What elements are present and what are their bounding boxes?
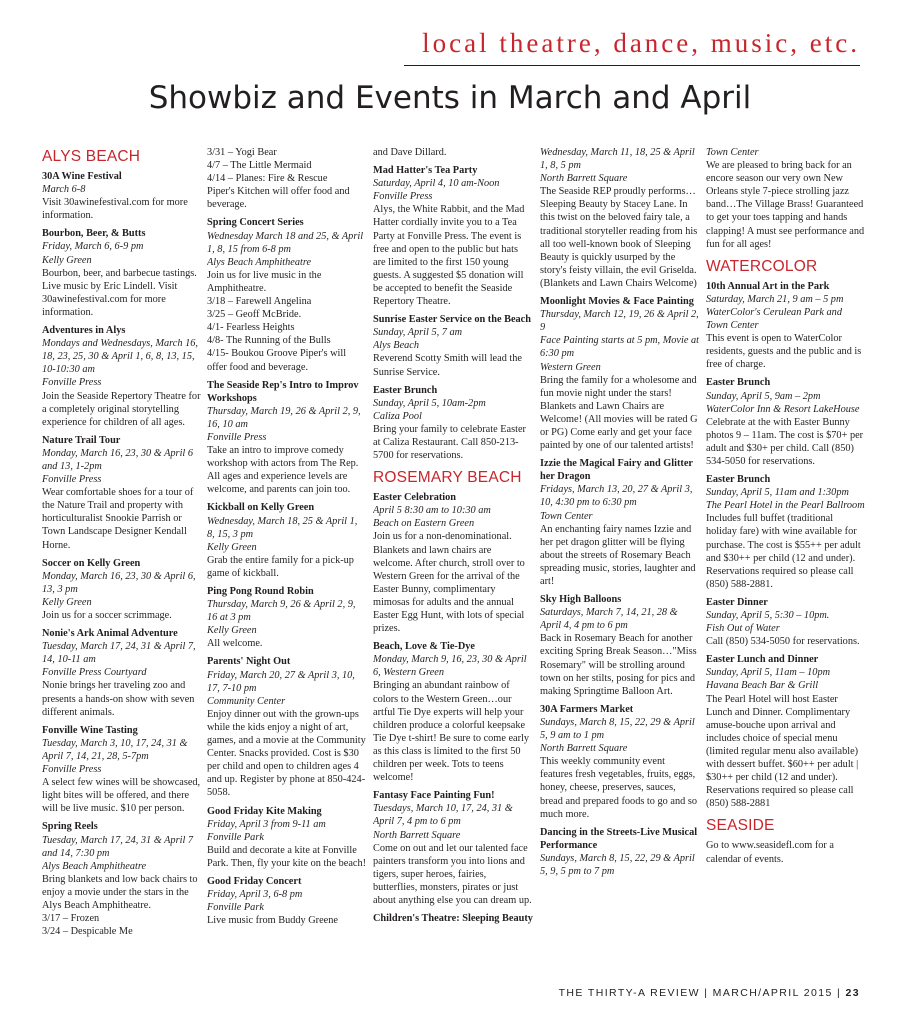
event-listing (207, 655, 367, 799)
event-description: Bringing an abundant rainbow of colors to the Western Green…our artful Tie Dye experts will help your children produce a colorful keepsake Tie Dye t-shirt! Be sure to come early as this class is limited to the first 50 children per week. Tots to teens welcome! (373, 680, 530, 784)
event-listing (373, 912, 533, 925)
page-headline: Showbiz and Events in March and April (148, 80, 752, 116)
event-description: 4/14 – Planes: Fire & Rescue (207, 173, 328, 185)
event-description: 4/15- Boukou Groove Piper's will offer food and beverage. (207, 348, 347, 373)
event-listing (207, 379, 367, 497)
event-date-venue: Sunday, April 5, 11am – 10pm (706, 667, 831, 679)
event-description: An enchanting fairy names Izzie and her pet dragon glitter will be flying about the streets of Rosemary Beach spreading music, stories, laughter and art! (540, 523, 696, 587)
event-title: Fantasy Face Painting Fun! (373, 790, 495, 802)
event-listing (207, 875, 367, 927)
event-title: Easter Celebration (373, 492, 457, 504)
event-title: Dancing in the Streets-Live Musical Performance (540, 826, 698, 851)
event-listing (42, 627, 202, 719)
event-description: 4/1- Fearless Heights (207, 322, 295, 334)
event-date-venue: Wednesday, March 11, 18, 25 & April 1, 8, 5 pm (540, 147, 695, 172)
event-description: Grab the entire family for a pick-up game of kickball. (207, 554, 354, 579)
event-title: Izzie the Magical Fairy and Glitter her Dragon (540, 458, 693, 483)
event-title: Nature Trail Tour (42, 434, 121, 446)
event-date-venue: March 6-8 (42, 184, 86, 196)
event-date-venue: Mondays and Wednesdays, March 16, 18, 23, 25, 30 & April 1, 6, 8, 13, 15, 10-10:30 am (42, 338, 198, 376)
event-date-venue: Monday, March 16, 23, 30 & April 6, 13, 3 pm (42, 570, 196, 595)
event-date-venue: WaterColor Inn & Resort LakeHouse (706, 403, 860, 415)
event-title: Moonlight Movies & Face Painting (540, 296, 694, 308)
event-description: Join the Seaside Repertory Theatre for a completely original storytelling experience for children of all ages. (42, 390, 201, 428)
event-date-venue: Sunday, April 5, 7 am (373, 327, 463, 339)
event-listing (373, 491, 533, 635)
event-date-venue: Kelly Green (42, 254, 92, 266)
event-title: The Seaside Rep's Intro to Improv Workshops (207, 379, 359, 404)
event-description: This event is open to WaterColor residents, guests and the public and is free of charge. (706, 333, 862, 371)
event-date-venue: Wednesday March 18 and 25, & April 1, 8, 15 from 6-8 pm (207, 230, 364, 255)
event-title: Easter Brunch (373, 384, 438, 396)
event-listing (706, 280, 866, 372)
event-title: Easter Lunch and Dinner (706, 654, 819, 666)
column-4 (540, 146, 700, 984)
event-date-venue: Fonville Press (42, 377, 102, 389)
event-date-venue: Fonville Press (42, 474, 102, 486)
event-continued (373, 146, 533, 159)
event-description: Piper's Kitchen will offer food and beverage. (207, 186, 350, 211)
event-description: We are pleased to bring back for an encore season our very own New Orleans style 7-piece strolling jazz band…The Village Brass! Guaranteed to get your toes tapping and hands clapping! A must see performance and fun for all ages! (706, 160, 865, 250)
event-listing (42, 227, 202, 319)
event-date-venue: Fridays, March 13, 20, 27 & April 3, 10, 4:30 pm to 6:30 pm (540, 484, 693, 509)
event-date-venue: Havana Beach Bar & Grill (706, 680, 819, 692)
event-date-venue: North Barrett Square (540, 743, 628, 755)
column-3 (373, 146, 533, 984)
event-listing (373, 384, 533, 463)
event-description: and Dave Dillard. (373, 147, 447, 158)
event-description: The Pearl Hotel will host Easter Lunch and Dinner. Complimentary amuse-bouche upon arrival and includes choice of special menu (limited regular menu also available) with dessert buffet. $60++ per adult | $30++ per child (12 and under). Reservations required so please call (850) 588-2881 (706, 693, 859, 810)
event-date-venue: Kelly Green (42, 596, 92, 608)
event-date-venue: Sundays, March 8, 15, 22, 29 & April 5, 9 am to 1 pm (540, 716, 695, 742)
column-1 (42, 146, 202, 984)
event-description: 3/18 – Farewell Angelina (207, 296, 312, 308)
event-date-venue: Town Center (706, 147, 759, 158)
event-listing (207, 216, 367, 373)
event-listing (706, 839, 866, 865)
column-2 (207, 146, 367, 984)
event-description: Take an intro to improve comedy workshop with actors from The Rep. All ages and experience levels are welcome, and parents can join too. (207, 445, 359, 496)
event-title: Children's Theatre: Sleeping Beauty (373, 913, 533, 925)
event-title: 30A Farmers Market (540, 703, 634, 715)
event-description: Visit 30awinefestival.com for more information. (42, 197, 188, 222)
event-title: Parents' Night Out (207, 656, 291, 668)
event-description: 4/7 – The Little Mermaid (207, 160, 312, 172)
event-date-venue: Fonville Park (207, 902, 264, 914)
event-description: Join us for a soccer scrimmage. (42, 610, 172, 621)
section-heading: ALYS BEACH (42, 148, 141, 165)
event-listing (207, 805, 367, 870)
event-listing (42, 170, 202, 222)
event-description: Come on out and let our talented face painters transform you into lions and tigers, super heroes, fairies, butterflies, monsters, pirates or just about anything else you can dream up. (373, 842, 532, 906)
event-date-venue: Tuesday, March 3, 10, 17, 24, 31 & April 7, 14, 21, 28, 5-7pm (42, 737, 188, 762)
event-listing (540, 593, 700, 698)
event-date-venue: North Barrett Square (540, 173, 628, 185)
event-title: 10th Annual Art in the Park (706, 280, 830, 292)
event-title: Spring Reels (42, 821, 98, 833)
header-rule (404, 65, 860, 66)
event-listing (373, 164, 533, 308)
event-date-venue: Friday, April 3 from 9-11 am (207, 818, 326, 830)
event-date-venue: Thursday, March 12, 19, 26 & April 2, 9 (540, 309, 699, 334)
event-listing (706, 473, 866, 591)
event-description: 4/8- The Running of the Bulls (207, 335, 331, 347)
event-date-venue: Saturday, April 4, 10 am-Noon (373, 178, 500, 190)
event-date-venue: Wednesday, March 18, 25 & April 1, 8, 15, 3 pm (207, 515, 358, 540)
event-date-venue: Fish Out of Water (706, 623, 780, 635)
page-footer (559, 987, 860, 999)
event-description: 3/24 – Despicable Me (42, 926, 133, 938)
event-listing (373, 640, 533, 784)
event-date-venue: Friday, April 3, 6-8 pm (207, 889, 303, 901)
event-title: Easter Dinner (706, 596, 768, 608)
event-date-venue: Thursday, March 19, 26 & April 2, 9, 16, 10 am (207, 405, 361, 430)
event-description: Reverend Scotty Smith will lead the Sunrise Service. (373, 353, 522, 378)
event-date-venue: Fonville Press (373, 191, 433, 203)
event-description: Bring the family for a wholesome and fun movie night under the stars! Blankets and Lawn Chairs are Welcome! (All movies will be rated G or PG) Come early and get your face painted by one of our talented artists! (540, 374, 698, 452)
event-title: Beach, Love & Tie-Dye (373, 641, 476, 653)
event-date-venue: Face Painting starts at 5 pm, Movie at 6:30 pm (540, 335, 700, 360)
event-listing (540, 703, 700, 821)
event-title: Kickball on Kelly Green (207, 502, 315, 514)
event-listing (42, 724, 202, 816)
event-date-venue: Friday, March 6, 6-9 pm (42, 241, 144, 253)
section-heading: SEASIDE (706, 817, 775, 835)
event-description: Wear comfortable shoes for a tour of the Nature Trail and property with horticulturalist Snookie Parrish or Town Landscape Designer Kendall Horne. (42, 487, 194, 551)
event-description: Call (850) 534-5050 for reservations. (706, 636, 860, 648)
event-listing (42, 434, 202, 552)
event-date-venue: Western Green (540, 361, 601, 373)
event-listing (373, 789, 533, 907)
event-listing (706, 376, 866, 468)
event-date-venue: Sunday, April 5, 10am-2pm (373, 397, 486, 409)
event-title: Sunrise Easter Service on the Beach (373, 314, 531, 326)
event-title: Fonville Wine Tasting (42, 724, 138, 736)
event-description: Includes full buffet (traditional holiday fare) with wine available for purchase. The cost is $55++ per adult and $30++ per child (12 and under). Reservations required so please call (850) 588-2881. (706, 513, 861, 590)
event-date-venue: Sunday, April 5, 11am and 1:30pm (706, 487, 849, 499)
event-listing (540, 826, 700, 878)
event-description: The Seaside REP proudly performs…Sleeping Beauty by Stacey Lane. In this twist on the beloved fairy tale, a traditional storyteller reading from his all too well-known book of Sleeping Beauty is quickly usurped by the story's feisty villain, the evil Griselda. (Blankets and Lawn Chairs Welcome) (540, 186, 698, 289)
event-date-venue: The Pearl Hotel in the Pearl Ballroom (706, 500, 865, 512)
event-description: A select few wines will be showcased, light bites will be offered, and there will be live music. $10 per person. (42, 777, 201, 815)
event-date-venue: Alys Beach Amphitheatre (42, 860, 147, 872)
page-number: 23 (845, 987, 860, 999)
event-title: Ping Pong Round Robin (207, 586, 314, 597)
event-description: Bring your family to celebrate Easter at Caliza Restaurant. Call 850-213-5700 for reservations. (373, 423, 526, 462)
event-date-venue: Caliza Pool (373, 410, 422, 422)
event-date-venue: Tuesday, March 17, 24, 31 & April 7, 14, 10-11 am (42, 641, 196, 666)
event-title: Good Friday Kite Making (207, 805, 322, 817)
event-date-venue: WaterColor's Cerulean Park and Town Center (706, 306, 842, 332)
event-listing (540, 295, 700, 452)
event-title: Adventures in Alys (42, 325, 126, 337)
event-date-venue: April 5 8:30 am to 10:30 am (373, 505, 491, 517)
event-description: Join us for live music in the Amphitheatre. (207, 269, 322, 294)
event-date-venue: Community Center (207, 695, 286, 707)
event-title: Sky High Balloons (540, 594, 622, 606)
event-listing (42, 557, 202, 622)
event-title: Mad Hatter's Tea Party (373, 165, 478, 177)
event-description: Nonie brings her traveling zoo and presents a hands-on show with seven different animals. (42, 680, 195, 718)
event-date-venue: North Barrett Square (373, 829, 461, 841)
event-listing (540, 457, 700, 588)
event-date-venue: Kelly Green (207, 625, 257, 637)
event-date-venue: Fonville Press (42, 764, 102, 776)
event-description: This weekly community event features fresh vegetables, fruits, eggs, honey, cheese, preserves, sauces, bread and prepared foods to go and so much more. (540, 756, 697, 820)
event-date-venue: Town Center (540, 510, 593, 522)
event-listing (42, 820, 202, 938)
event-description: Back in Rosemary Beach for another exciting Spring Break Season…"Miss Rosemary" will be strolling around town on her stilts, posing for pics and making Springtime Balloon Art. (540, 633, 697, 697)
section-heading: ROSEMARY BEACH (373, 469, 522, 487)
event-description: Alys, the White Rabbit, and the Mad Hatter cordially invite you to a Tea Party at Fonville Press. The event is free and open to the public but hats are limited to the first 150 young guests. A suggested $5 donation will be accepted to benefit the Seaside Repertory Theatre. (373, 204, 525, 308)
event-date-venue: Fonville Press (207, 431, 267, 443)
event-description: 3/25 – Geoff McBride. (207, 309, 302, 321)
event-description: Bring blankets and low back chairs to enjoy a movie under the stars in the Alys Beach Amphitheatre. (42, 873, 198, 911)
event-description: Join us for a non-denominational. Blankets and lawn chairs are welcome. After church, stroll over to Western Green for the arrival of the Easter Bunny, complimentary mimosas for adults and the annual Easter Egg Hunt, with lots of special prizes. (373, 531, 525, 635)
event-description: 3/17 – Frozen (42, 913, 100, 925)
event-description: Go to www.seasidefl.com for a calendar of events. (706, 840, 835, 865)
event-date-venue: Saturdays, March 7, 14, 21, 28 & April 4, 4 pm to 6 pm (540, 607, 678, 632)
event-description: All welcome. (207, 638, 263, 650)
event-date-venue: Sundays, March 8, 15, 22, 29 & April 5, 9, 5 pm to 7 pm (540, 852, 695, 877)
event-description: 3/31 – Yogi Bear (207, 147, 277, 158)
event-listing (207, 585, 367, 650)
event-description: Live music from Buddy Greene (207, 915, 338, 927)
event-date-venue: Friday, March 20, 27 & April 3, 10, 17, 7-10 pm (207, 669, 355, 694)
event-date-venue: Thursday, March 9, 26 & April 2, 9, 16 at 3 pm (207, 599, 356, 624)
event-listing (706, 596, 866, 648)
event-date-venue: Alys Beach (373, 340, 420, 352)
section-kicker: local theatre, dance, music, etc. (422, 28, 860, 58)
footer-publication: THE THIRTY-A REVIEW | MARCH/APRIL 2015 | (558, 987, 842, 999)
event-date-venue: Kelly Green (207, 541, 257, 553)
event-date-venue: Fonville Park (207, 831, 264, 843)
event-listing (706, 653, 866, 810)
column-5 (706, 146, 866, 984)
event-date-venue: Monday, March 16, 23, 30 & April 6 and 13, 1-2pm (42, 447, 194, 472)
section-heading: WATERCOLOR (706, 257, 818, 275)
event-continued (706, 146, 866, 251)
event-date-venue: Tuesdays, March 10, 17, 24, 31 & April 7, 4 pm to 6 pm (373, 803, 513, 828)
event-description: Celebrate at the with Easter Bunny photos 9 – 11am. The cost is $70+ per adult and $30+ per child. Call (850) 534-5050 for reservations. (706, 416, 864, 467)
event-date-venue: Sunday, April 5, 5:30 – 10pm. (706, 610, 830, 621)
event-date-venue: Sunday, April 5, 9am – 2pm (706, 390, 821, 402)
event-listing (42, 324, 202, 429)
event-continued (207, 146, 367, 211)
event-title: 30A Wine Festival (42, 171, 122, 182)
event-continued (540, 146, 700, 290)
event-listing (207, 501, 367, 580)
event-description: Bourbon, beer, and barbecue tastings. Live music by Eric Lindell. Visit 30awinefestival.com for more information. (42, 267, 197, 318)
event-date-venue: Alys Beach Amphitheatre (207, 256, 312, 268)
event-date-venue: Beach on Eastern Green (373, 518, 475, 530)
event-listing (373, 313, 533, 378)
event-title: Good Friday Concert (207, 875, 302, 887)
event-date-venue: Tuesday, March 17, 24, 31 & April 7 and 14, 7:30 pm (42, 834, 194, 859)
event-title: Easter Brunch (706, 474, 771, 486)
event-title: Bourbon, Beer, & Butts (42, 228, 146, 240)
event-date-venue: Monday, March 9, 16, 23, 30 & April 6, Western Green (373, 654, 527, 679)
event-title: Spring Concert Series (207, 217, 304, 229)
event-date-venue: Saturday, March 21, 9 am – 5 pm (706, 293, 844, 305)
event-title: Easter Brunch (706, 377, 771, 389)
event-title: Soccer on Kelly Green (42, 557, 141, 569)
event-date-venue: Fonville Press Courtyard (42, 667, 147, 679)
event-description: Enjoy dinner out with the grown-ups while the kids enjoy a night of art, games, and a movie at the Community Center. Snacks provided. Cost is $30 per child and open to children ages 4 and up. Register by phone at 850-424-5058. (207, 708, 366, 799)
event-title: Nonie's Ark Animal Adventure (42, 628, 178, 640)
event-description: Build and decorate a kite at Fonville Park. Then, fly your kite on the beach! (207, 844, 367, 869)
